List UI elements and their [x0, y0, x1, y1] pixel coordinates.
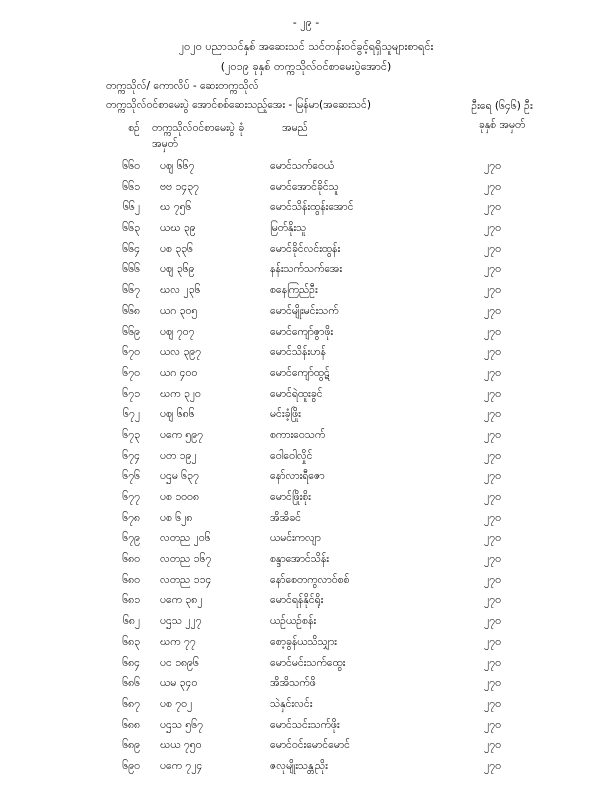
- total-count: ဦးရေ (၆၄၆) ဦး: [471, 100, 533, 112]
- university-line: တက္ကသိုလ်/ ကောလိပ် - ဆေးတက္ကသိုလ်: [106, 80, 259, 92]
- roll-number: ပကေ ၇၂၄: [160, 759, 203, 772]
- student-name: မောင်ခိုင်လင်းထွန်း: [270, 242, 341, 255]
- score-value: ၂၇၀: [484, 449, 501, 462]
- student-name: နော်လားရီဇော: [270, 470, 325, 483]
- table-row: [0, 447, 612, 468]
- table-row: [0, 695, 612, 716]
- table-row: [0, 281, 612, 302]
- student-name: စနေကြည်ဦး: [270, 284, 318, 297]
- score-value: ၂၇၀: [484, 284, 501, 297]
- score-value: ၂၇၀: [484, 594, 501, 607]
- roll-number: ပဈ ၃၆၉: [160, 263, 195, 276]
- score-value: ၂၇၀: [484, 470, 501, 483]
- score-value: ၂၇၀: [484, 201, 501, 214]
- student-name: ဇလုမျိုးသန္တညိုး: [270, 759, 328, 772]
- score-column-header: ခုနှစ် အမှတ်: [478, 119, 526, 131]
- roll-number: ပစ ၇၀၂: [160, 697, 193, 710]
- roll-number: လတည ၂၀၆: [160, 532, 211, 545]
- roll-number: ပစ ၆၂၈: [160, 511, 193, 524]
- row-number: ၆၆၃: [122, 222, 140, 235]
- row-number: ၆၆၉: [122, 325, 140, 338]
- score-value: ၂၇၀: [484, 553, 501, 566]
- score-value: ၂၇၀: [484, 408, 501, 421]
- table-row: [0, 509, 612, 530]
- roll-number: ဃ ၇၅၆: [160, 201, 192, 214]
- row-number: ၆၈၁: [122, 594, 140, 607]
- student-name: မင်းခံ့ဖြိုး: [270, 408, 301, 421]
- table-row: [0, 240, 612, 261]
- table-row: [0, 757, 612, 778]
- roll-number: ပဌမ ၆၃၇: [160, 470, 199, 483]
- table-row: [0, 219, 612, 240]
- table-row: [0, 302, 612, 323]
- score-value: ၂၇၀: [484, 160, 501, 172]
- student-name: မောင်ဝင်းမောင်မောင်: [270, 739, 350, 752]
- student-name: မောင်အောင်ခိုင်သူ: [270, 180, 339, 193]
- table-row: [0, 736, 612, 757]
- roll-number: ပကေ ၃၈၂: [160, 594, 203, 607]
- score-value: ၂၇၀: [484, 325, 501, 338]
- student-name: သဲနှင်းလင်း: [270, 697, 313, 710]
- roll-number: ပတ ၁၉၂: [160, 449, 197, 462]
- row-number: ၆၈၀: [122, 573, 140, 586]
- roll-number: ပစ ၃၃၆: [160, 242, 193, 255]
- row-number: ၆၆၆: [122, 263, 140, 276]
- row-number: ၆၇၈: [122, 511, 140, 524]
- table-row: [0, 426, 612, 447]
- roll-number: ပဌသ ၅၆၇: [160, 718, 204, 731]
- table-row: [0, 550, 612, 571]
- roll-number: ပဌသ ၂၂၇: [160, 615, 202, 628]
- results-table: [0, 157, 612, 778]
- roll-number: ဃလ ၂၃၆: [160, 284, 201, 297]
- table-row: [0, 385, 612, 406]
- score-value: ၂၇၀: [484, 304, 501, 317]
- row-number: ၆၈၈: [122, 718, 140, 731]
- row-number: ၆၇၇: [122, 491, 140, 503]
- row-number: ၆၈၉: [122, 739, 140, 752]
- row-number: ၆၇၁: [122, 387, 140, 400]
- student-name: ဝေါဝေါလှိုင်: [270, 449, 313, 462]
- student-name: နန်းသက်သက်အေး: [270, 263, 342, 276]
- table-row: [0, 467, 612, 488]
- row-number: ၆၉၀: [122, 759, 140, 772]
- row-number: ၆၆၄: [122, 242, 140, 255]
- subject-line: တက္ကသိုလ်ဝင်စာမေးပွဲ အောင်စစ်ဆေးသည့်အေး - မြန်မာ(အဆေးသင်): [106, 99, 371, 111]
- table-row: [0, 571, 612, 592]
- row-number: ၆၈၇: [122, 697, 140, 710]
- student-name: မောင်ဖြိုးစိုး: [270, 491, 311, 503]
- table-row: [0, 716, 612, 737]
- student-name: ယဉ်ယဉ်စန်း: [270, 615, 317, 628]
- table-row: [0, 654, 612, 675]
- score-value: ၂၇၀: [484, 428, 501, 441]
- roll-number: ယလ ၃၉၇: [160, 346, 202, 359]
- table-row: [0, 529, 612, 550]
- row-number: ၆၆၀: [122, 160, 140, 172]
- score-value: ၂၇၀: [484, 180, 501, 193]
- roll-number: လတည ၁၆၇: [160, 553, 212, 566]
- column-header-no: စဉ်: [128, 122, 140, 134]
- score-value: ၂၇၀: [484, 635, 501, 648]
- score-value: ၂၇၀: [484, 739, 501, 752]
- table-row: [0, 364, 612, 385]
- score-value: ၂၇၀: [484, 656, 501, 669]
- row-number: ၆၈၂: [122, 615, 140, 628]
- score-value: ၂၇၀: [484, 615, 501, 628]
- row-number: ၆၇၀: [122, 366, 140, 379]
- row-number: ၆၈၀: [122, 553, 140, 566]
- roll-number: ဃယ ၇၅၀: [160, 739, 202, 752]
- student-name: မောင်ရန်နိုင်ရိုး: [270, 594, 324, 607]
- score-value: ၂၇၀: [484, 346, 501, 359]
- score-value: ၂၇၀: [484, 366, 501, 379]
- score-value: ၂၇၀: [484, 718, 501, 731]
- student-name: စကားဝေသက်: [270, 428, 326, 441]
- row-number: ၆၇၉: [122, 532, 140, 545]
- roll-number: ပစ ၁၀၀၈: [160, 491, 199, 503]
- student-name: ယမင်းကလျာ: [270, 532, 321, 545]
- score-value: ၂၇၀: [484, 387, 501, 400]
- table-row: [0, 198, 612, 219]
- table-row: [0, 405, 612, 426]
- table-row: [0, 323, 612, 344]
- student-name: အိအိသက်ဖိ: [270, 677, 316, 690]
- table-row: [0, 343, 612, 364]
- score-value: ၂၇၀: [484, 511, 501, 524]
- row-number: ၆၇၃: [122, 428, 140, 441]
- row-number: ၆၈၃: [122, 635, 140, 648]
- student-name: မောင်သင်းသက်ဖိုး: [270, 718, 340, 731]
- student-name: စန္ဒာအောင်သိန်း: [270, 553, 329, 566]
- row-number: ၆၇၄: [122, 449, 140, 462]
- table-row: [0, 591, 612, 612]
- roll-number: ဃက ၃၂၀: [160, 387, 201, 400]
- score-value: ၂၇၀: [484, 759, 501, 772]
- score-value: ၂၇၀: [484, 491, 501, 503]
- column-header-name: အမည်: [282, 122, 308, 134]
- document-title: ၂၀၂၀ ပညာသင်နှစ် အဆေးသင် သင်တန်းဝင်ခွင့်ရရှိသူများစာရင်း: [178, 40, 434, 53]
- roll-number: ပဈ ၆၈၆: [160, 408, 195, 421]
- row-number: ၆၆၂: [123, 201, 140, 214]
- student-name: စော့ခွန်ယသိသျှား: [270, 635, 337, 648]
- row-number: ၆၈၆: [122, 677, 140, 690]
- student-name: နော်စေတကွလာဝ်စစ်: [270, 573, 350, 586]
- roll-number: ပကေ ၅၉၇: [160, 428, 204, 441]
- roll-number: ဗဗ ၁၄၃၇: [160, 180, 199, 193]
- roll-number: လတည ၁၁၄: [160, 573, 212, 586]
- score-value: ၂၇၀: [484, 242, 501, 255]
- column-header-reg: တက္ကသိုလ်ဝင်စာမေးပွဲ ခုံအမှတ်: [152, 122, 245, 150]
- roll-number: ယဂ ၃၀၅: [160, 304, 198, 317]
- row-number: ၆၇၂: [123, 408, 140, 421]
- table-row: [0, 612, 612, 633]
- student-name: မောင်သိန်းထွန်းအောင်: [270, 201, 354, 214]
- score-value: ၂၇၀: [484, 532, 501, 545]
- roll-number: ဃက ၇၇: [160, 635, 196, 648]
- student-name: အိအိခင်: [270, 511, 302, 524]
- score-value: ၂၇၀: [484, 677, 501, 690]
- table-row: [0, 633, 612, 654]
- row-number: ၆၇၆: [122, 470, 140, 483]
- row-number: ၆၆၇: [122, 284, 140, 297]
- table-row: [0, 157, 612, 178]
- student-name: မောင်သိန်းဟန်: [270, 346, 326, 359]
- student-name: မောင်သက်ဝေယံ: [270, 160, 335, 172]
- roll-number: ယမ ၃၄၀: [160, 677, 198, 690]
- student-name: မောင်ကျော်ဇွာဖိုး: [270, 325, 334, 338]
- row-number: ၆၇၀: [122, 346, 140, 359]
- table-row: [0, 178, 612, 199]
- score-value: ၂၇၀: [484, 263, 501, 276]
- document-subtitle: (၂၀၁၉ ခုနှစ် တက္ကသိုလ်ဝင်စာမေးပွဲအောင်): [220, 60, 392, 73]
- roll-number: ယဃ ၃၉: [160, 222, 196, 235]
- table-row: [0, 260, 612, 281]
- student-name: မောင်ရဲထူးခွင်: [270, 387, 323, 400]
- roll-number: ယဂ ၄၀၀: [160, 366, 198, 379]
- student-name: မြတ်နိုးသူ: [270, 222, 307, 235]
- score-value: ၂၇၀: [484, 222, 501, 235]
- row-number: ၆၆၈: [122, 304, 140, 317]
- roll-number: ပဈ ၇၀၇: [160, 325, 195, 338]
- student-name: မောင်မင်းသက်ထွေး: [270, 656, 346, 669]
- table-row: [0, 488, 612, 509]
- table-row: [0, 674, 612, 695]
- student-name: မောင်မျိုးမင်းသက်: [270, 304, 339, 317]
- student-name: မောင်ကျော်ထွဋ်: [270, 366, 330, 379]
- row-number: ၆၆၁: [122, 180, 140, 193]
- score-value: ၂၇၀: [484, 573, 501, 586]
- score-value: ၂၇၀: [484, 697, 501, 710]
- page-number: - ၂၉ -: [292, 16, 320, 29]
- roll-number: ပဈ ၆၆၇: [160, 160, 195, 172]
- row-number: ၆၈၄: [122, 656, 140, 669]
- roll-number: ပင ၁၈၉၆: [160, 656, 199, 669]
